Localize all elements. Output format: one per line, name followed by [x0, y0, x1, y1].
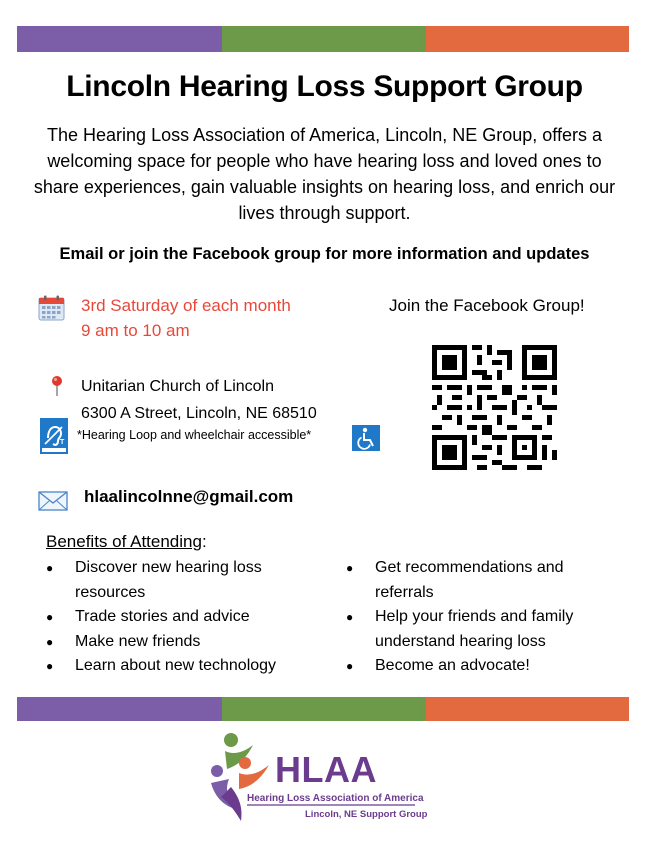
meeting-time: 9 am to 10 am	[81, 321, 190, 340]
bottom-bar-green	[222, 697, 426, 721]
list-item: ● Learn about new technology	[46, 654, 331, 679]
top-bar-purple	[17, 26, 222, 52]
map-pin-icon	[50, 375, 64, 397]
benefits-heading	[46, 532, 207, 552]
intro-paragraph: The Hearing Loss Association of America, Lincoln, NE Group, offers a welcoming space for people who have hearing loss and loved ones to share experiences, gain valuable insights on hearing loss, and enrich our lives through support.	[33, 125, 616, 223]
venue-name: Unitarian Church of Lincoln	[81, 378, 274, 395]
svg-text:T: T	[60, 439, 65, 446]
calendar-icon	[38, 295, 65, 321]
benefits-list-right	[346, 556, 626, 679]
benefits-heading-colon: :	[201, 532, 207, 551]
wheelchair-icon	[352, 425, 380, 451]
list-item: ● Trade stories and advice	[46, 605, 331, 630]
contact-email-link[interactable]: hlaalincolnne@gmail.com	[84, 487, 294, 506]
accessibility-note: *Hearing Loop and wheelchair accessible*	[77, 428, 312, 442]
hearing-loop-icon	[40, 418, 68, 454]
list-item: ● Help your friends and family understand hearing loss	[346, 605, 626, 654]
benefits-heading-text: Benefits of Attending	[46, 532, 202, 551]
logo-organization: Hearing Loss Association of America	[247, 793, 424, 804]
bottom-color-bar	[17, 697, 629, 721]
call-to-action: Email or join the Facebook group for more information and updates	[59, 245, 590, 263]
benefits-list-left	[46, 556, 331, 679]
list-item: ● Make new friends	[46, 630, 331, 655]
facebook-qr-code[interactable]	[432, 345, 557, 470]
list-item: ● Discover new hearing loss resources	[46, 556, 331, 605]
bottom-bar-orange	[426, 697, 629, 721]
logo-chapter: Lincoln, NE Support Group	[305, 809, 428, 820]
list-item: ● Become an advocate!	[346, 654, 626, 679]
top-bar-orange	[426, 26, 629, 52]
page-title: Lincoln Hearing Loss Support Group	[66, 70, 583, 103]
list-item: ● Get recommendations and referrals	[346, 556, 626, 605]
top-bar-green	[222, 26, 426, 52]
top-color-bar	[17, 26, 629, 52]
envelope-icon	[38, 491, 68, 511]
facebook-label: Join the Facebook Group!	[389, 296, 585, 315]
meeting-day: 3rd Saturday of each month	[81, 296, 291, 315]
venue-address: 6300 A Street, Lincoln, NE 68510	[81, 405, 317, 422]
bottom-bar-purple	[17, 697, 222, 721]
hlaa-logo-text: HLAA	[275, 749, 377, 790]
